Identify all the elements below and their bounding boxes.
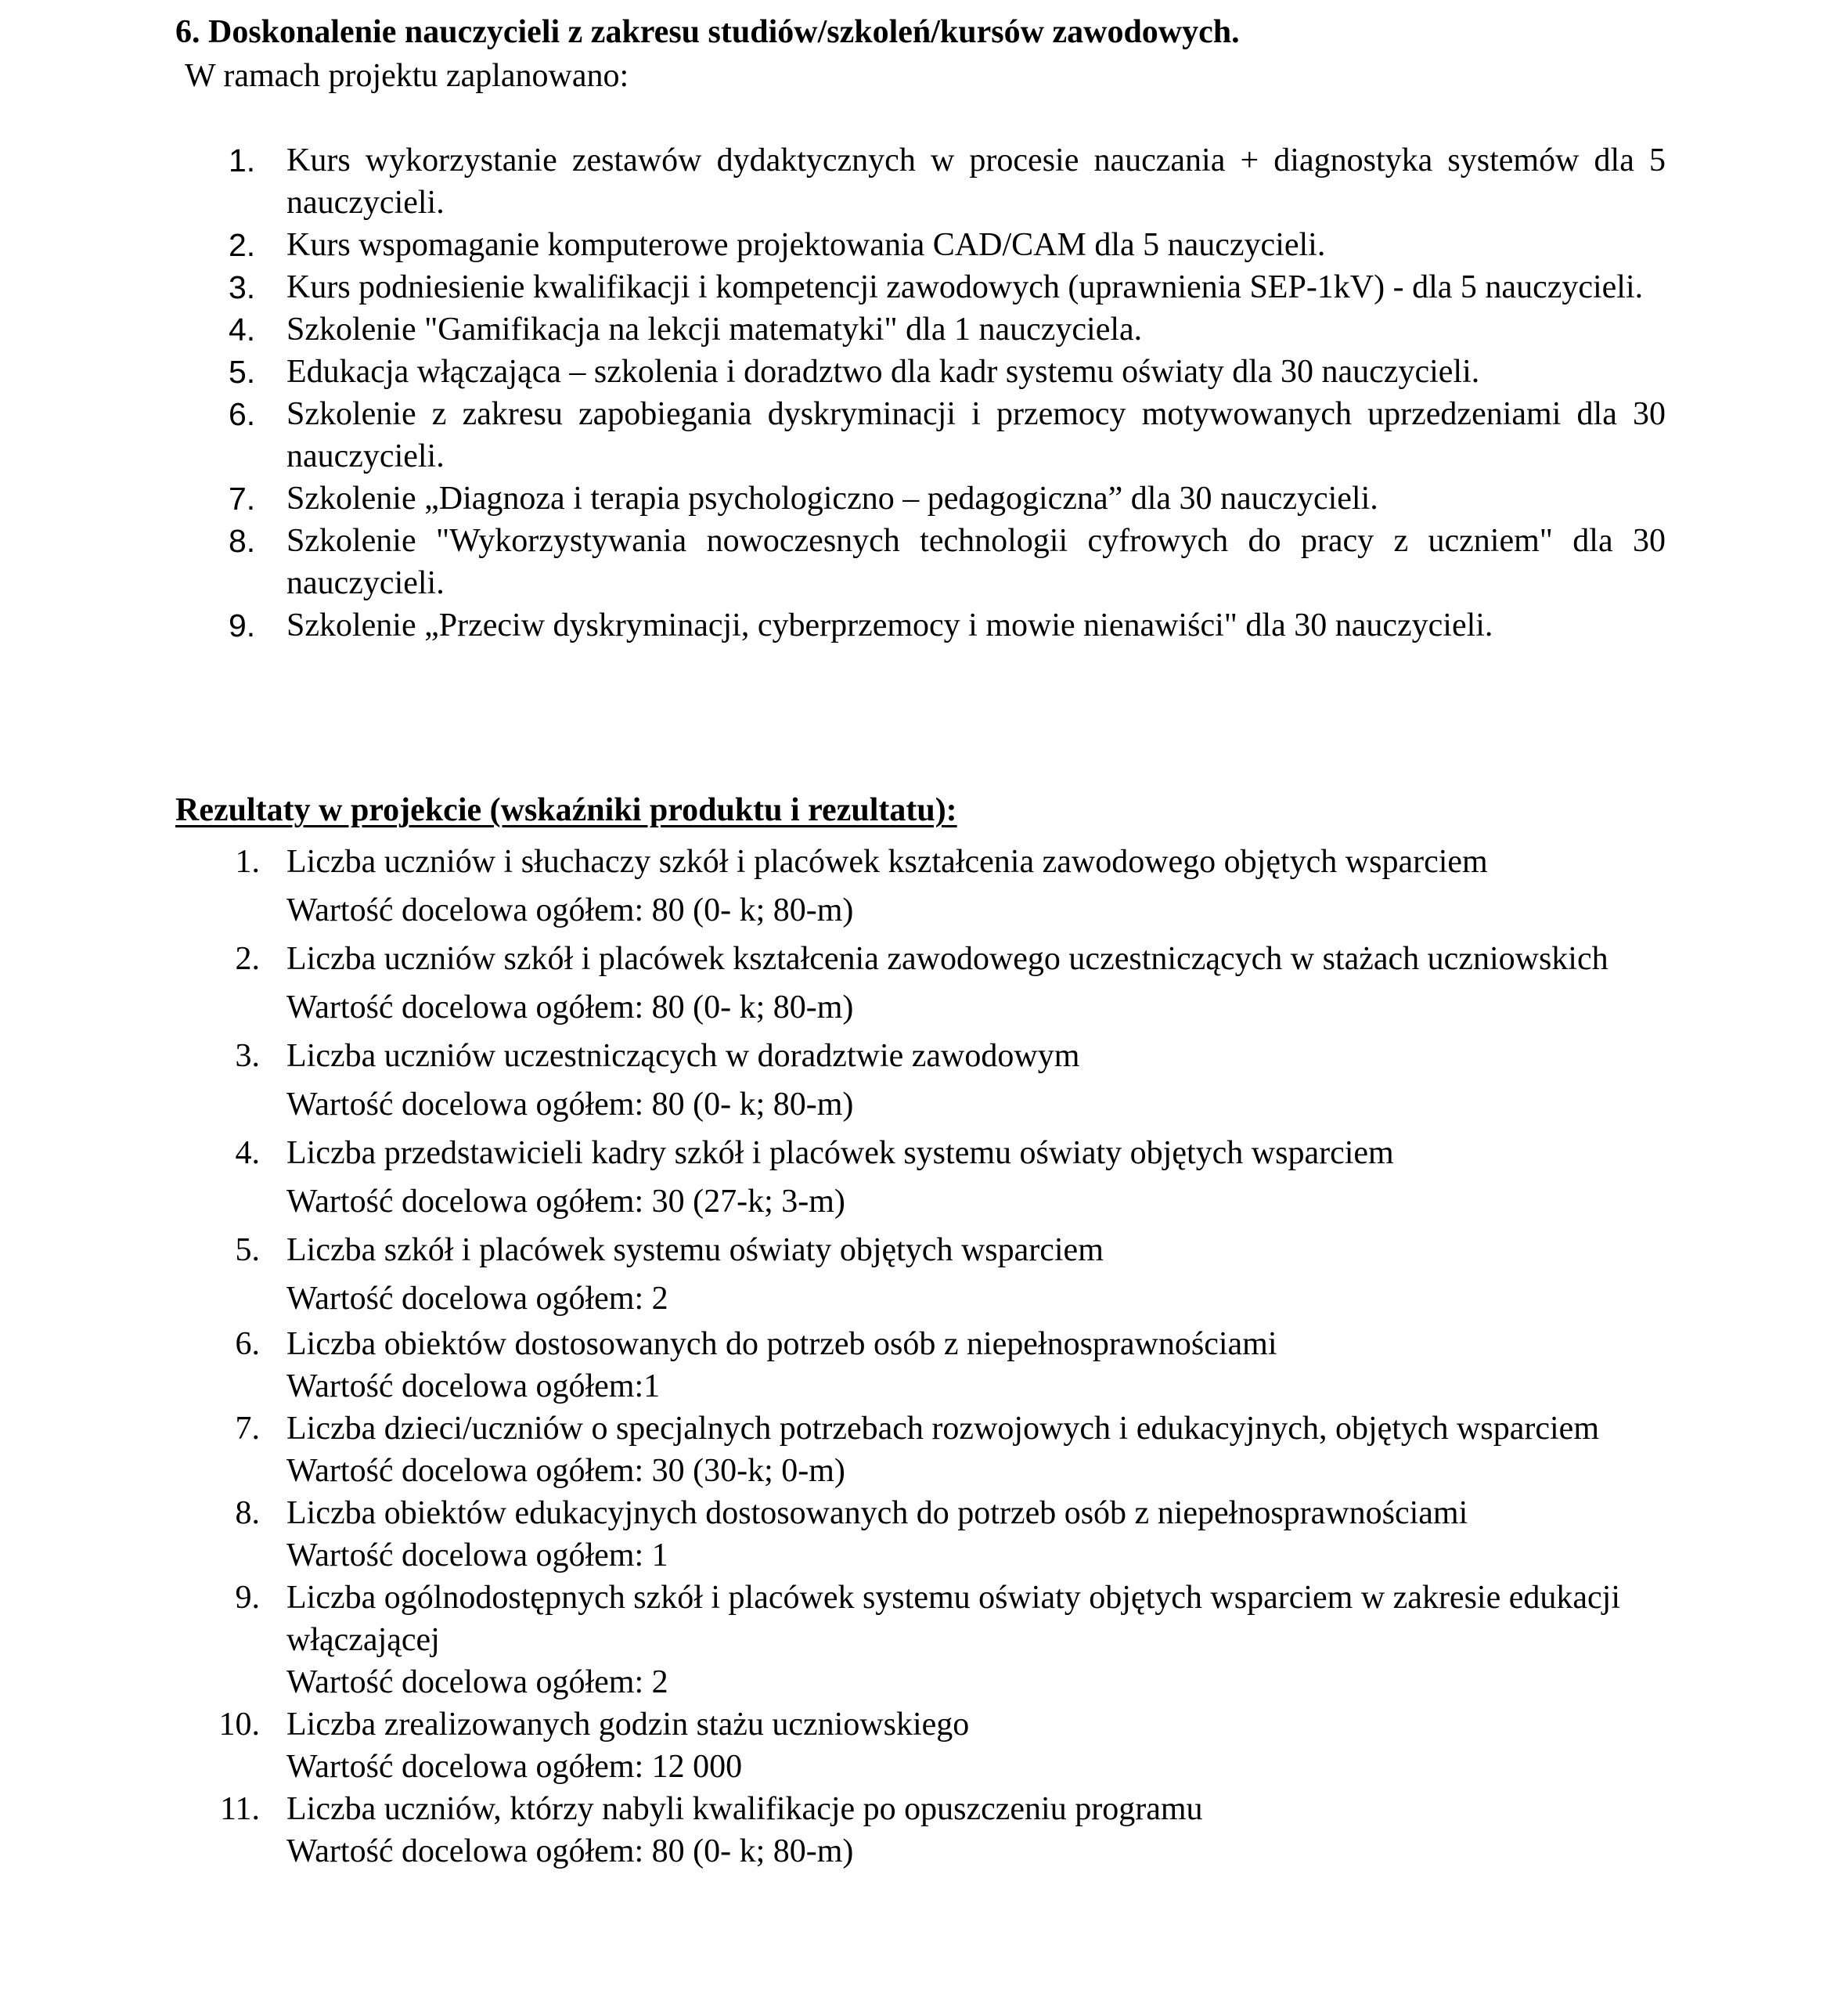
section-intro: W ramach projektu zaplanowano: xyxy=(185,58,629,94)
indicator-text: Liczba zrealizowanych godzin stażu uczniowskiego xyxy=(286,1707,970,1743)
item-number: 7. xyxy=(235,1411,260,1447)
target-value: Wartość docelowa ogółem: 80 (0- k; 80-m) xyxy=(286,1087,854,1123)
result-item xyxy=(0,1032,1666,1129)
item-number: 4. xyxy=(229,312,256,348)
item-number: 9. xyxy=(229,607,256,643)
item-number: 1. xyxy=(235,844,260,880)
target-value: Wartość docelowa ogółem: 30 (30-k; 0-m) xyxy=(286,1453,845,1489)
training-item xyxy=(0,393,1666,478)
result-item xyxy=(0,1407,1666,1492)
item-text: Szkolenie „Diagnoza i terapia psychologiczno – pedagogiczna” dla 30 nauczycieli. xyxy=(286,481,1378,517)
target-value: Wartość docelowa ogółem: 1 xyxy=(286,1537,668,1573)
indicator-text: Liczba ogólnodostępnych szkół i placówek systemu oświaty objętych wsparciem w zakresie edukacji włączającej xyxy=(286,1580,1620,1658)
training-item xyxy=(0,308,1666,351)
indicator-text: Liczba uczniów szkół i placówek kształcenia zawodowego uczestniczących w stażach uczniowskich xyxy=(286,941,1608,977)
target-value: Wartość docelowa ogółem:1 xyxy=(286,1368,661,1404)
item-number: 2. xyxy=(235,941,260,977)
target-value: Wartość docelowa ogółem: 2 xyxy=(286,1664,668,1700)
section-heading: 6. Doskonalenie nauczycieli z zakresu studiów/szkoleń/kursów zawodowych. xyxy=(175,14,1240,50)
result-item xyxy=(0,1323,1666,1407)
item-number: 6. xyxy=(235,1326,260,1362)
target-value: Wartość docelowa ogółem: 80 (0- k; 80-m) xyxy=(286,1833,854,1869)
item-text: Szkolenie z zakresu zapobiegania dyskryminacji i przemocy motywowanych uprzedzeniami dla 30 nauczycieli. xyxy=(286,396,1666,474)
result-item xyxy=(0,1492,1666,1577)
results-section-title: Rezultaty w projekcie (wskaźniki produktu i rezultatu): xyxy=(175,792,957,828)
item-text: Szkolenie "Gamifikacja na lekcji matematyki" dla 1 nauczyciela. xyxy=(286,312,1143,348)
item-text: Edukacja włączająca – szkolenia i doradztwo dla kadr systemu oświaty dla 30 nauczycieli. xyxy=(286,354,1480,390)
item-number: 11. xyxy=(220,1791,260,1827)
indicator-text: Liczba szkół i placówek systemu oświaty objętych wsparciem xyxy=(286,1232,1104,1268)
item-number: 1. xyxy=(229,142,256,178)
item-number: 9. xyxy=(235,1580,260,1616)
results-list xyxy=(0,838,1848,1872)
indicator-text: Liczba obiektów dostosowanych do potrzeb osób z niepełnosprawnościami xyxy=(286,1326,1277,1362)
training-item xyxy=(0,266,1666,308)
item-number: 7. xyxy=(229,481,256,517)
training-item xyxy=(0,604,1666,647)
item-number: 2. xyxy=(229,227,256,263)
item-text: Kurs wspomaganie komputerowe projektowania CAD/CAM dla 5 nauczycieli. xyxy=(286,227,1326,263)
target-value: Wartość docelowa ogółem: 30 (27-k; 3-m) xyxy=(286,1184,845,1220)
result-item xyxy=(0,1129,1666,1226)
item-text: Szkolenie „Przeciw dyskryminacji, cyberprzemocy i mowie nienawiści" dla 30 nauczycieli. xyxy=(286,607,1493,643)
indicator-text: Liczba obiektów edukacyjnych dostosowanych do potrzeb osób z niepełnosprawnościami xyxy=(286,1495,1468,1531)
item-text: Kurs podniesienie kwalifikacji i kompetencji zawodowych (uprawnienia SEP-1kV) - dla 5 nauczycieli. xyxy=(286,269,1644,305)
target-value: Wartość docelowa ogółem: 12 000 xyxy=(286,1749,743,1785)
result-item xyxy=(0,935,1666,1032)
indicator-text: Liczba przedstawicieli kadry szkół i placówek systemu oświaty objętych wsparciem xyxy=(286,1135,1394,1171)
result-item xyxy=(0,1577,1666,1703)
target-value: Wartość docelowa ogółem: 2 xyxy=(286,1281,668,1317)
item-number: 8. xyxy=(235,1495,260,1531)
item-number: 8. xyxy=(229,523,256,559)
training-item xyxy=(0,139,1666,224)
indicator-text: Liczba uczniów uczestniczących w doradztwie zawodowym xyxy=(286,1038,1080,1074)
result-item xyxy=(0,838,1666,935)
item-number: 5. xyxy=(229,354,256,390)
item-text: Szkolenie "Wykorzystywania nowoczesnych technologii cyfrowych do pracy z uczniem" dla 30 nauczycieli. xyxy=(286,523,1666,601)
indicator-text: Liczba uczniów i słuchaczy szkół i placówek kształcenia zawodowego objętych wsparciem xyxy=(286,844,1488,880)
indicator-text: Liczba uczniów, którzy nabyli kwalifikacje po opuszczeniu programu xyxy=(286,1791,1203,1827)
training-item xyxy=(0,224,1666,266)
indicator-text: Liczba dzieci/uczniów o specjalnych potrzebach rozwojowych i edukacyjnych, objętych wsparciem xyxy=(286,1411,1599,1447)
training-item xyxy=(0,351,1666,393)
result-item xyxy=(0,1788,1666,1872)
result-item xyxy=(0,1226,1666,1323)
item-number: 10. xyxy=(218,1707,260,1743)
item-number: 4. xyxy=(235,1135,260,1171)
target-value: Wartość docelowa ogółem: 80 (0- k; 80-m) xyxy=(286,989,854,1025)
training-item xyxy=(0,520,1666,604)
training-list xyxy=(0,139,1848,647)
training-item xyxy=(0,478,1666,520)
target-value: Wartość docelowa ogółem: 80 (0- k; 80-m) xyxy=(286,892,854,928)
item-number: 6. xyxy=(229,396,256,432)
item-number: 5. xyxy=(235,1232,260,1268)
result-item xyxy=(0,1703,1666,1788)
item-number: 3. xyxy=(229,269,256,305)
item-number: 3. xyxy=(235,1038,260,1074)
item-text: Kurs wykorzystanie zestawów dydaktycznych w procesie nauczania + diagnostyka systemów dla 5 nauczycieli. xyxy=(286,142,1666,221)
